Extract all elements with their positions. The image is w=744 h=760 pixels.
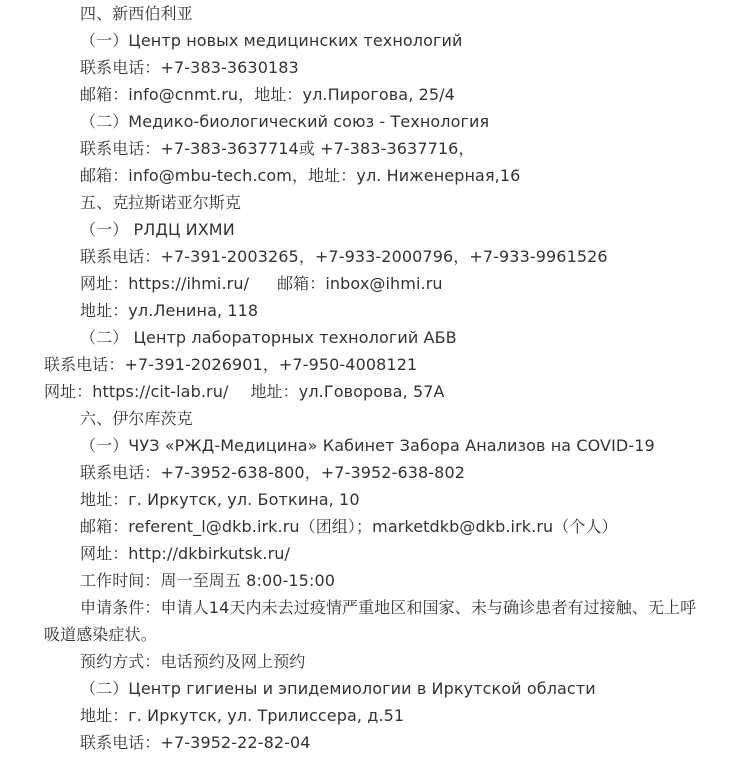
org-title: （一）Центр новых медицинских технологий — [80, 31, 463, 50]
org-title: （二）Центр гигиены и эпидемиологии в Иркутской области — [80, 679, 596, 698]
org-address: 地址：ул.Говорова, 57А — [250, 382, 445, 401]
org-website: 网址：https://ihmi.ru/ — [80, 274, 250, 293]
org-email-address: 邮箱：info@mbu-tech.com，地址：ул. Ниженерная,16 — [80, 166, 521, 185]
org-title: （一）ЧУЗ «РЖД-Медицина» Кабинет Забора Анализов на COVID-19 — [80, 436, 655, 455]
org-site-address — [44, 378, 445, 405]
org-phone: 联系电话：+7-3952-22-82-04 — [80, 733, 311, 752]
section-heading-krasnoyarsk: 五、克拉斯诺亚尔斯克 — [80, 193, 242, 212]
org-hours: 工作时间：周一至周五 8:00-15:00 — [80, 571, 335, 590]
org-address: 地址：г. Иркутск, ул. Трилиссера, д.51 — [80, 706, 405, 725]
org-website: 网址：http://dkbirkutsk.ru/ — [80, 544, 291, 563]
org-phone: 联系电话：+7-383-3630183 — [80, 58, 299, 77]
org-phone: 联系电话：+7-391-2026901，+7-950-4008121 — [44, 355, 418, 374]
org-website: 网址：https://cit-lab.ru/ — [44, 382, 229, 401]
org-phone: 联系电话：+7-391-2003265，+7-933-2000796，+7-933-9961526 — [80, 247, 608, 266]
org-title: （二） Центр лабораторных технологий АБВ — [80, 328, 457, 347]
org-title: （一） РЛДЦ ИХМИ — [80, 220, 235, 239]
org-title: （二）Медико-биологический союз - Технология — [80, 112, 490, 131]
section-heading-novosibirsk: 四、新西伯利亚 — [80, 4, 193, 23]
org-email: 邮箱：inbox@ihmi.ru — [277, 274, 443, 293]
org-conditions: 申请条件：申请人14天内未去过疫情严重地区和国家、未与确诊患者有过接触、无上呼吸道感染症状。 — [44, 598, 697, 644]
org-phone: 联系电话：+7-3952-638-800，+7-3952-638-802 — [80, 463, 466, 482]
org-email-address: 邮箱：info@cnmt.ru，地址：ул.Пирогова, 25/4 — [80, 85, 455, 104]
org-booking: 预约方式：电话预约及网上预约 — [80, 652, 306, 671]
org-phone: 联系电话：+7-383-3637714或 +7-383-3637716， — [80, 139, 475, 158]
section-heading-irkutsk: 六、伊尔库茨克 — [80, 409, 193, 428]
org-site-email — [80, 270, 443, 297]
org-email: 邮箱：referent_l@dkb.irk.ru（团组）；marketdkb@dkb.irk.ru（个人） — [80, 517, 618, 536]
org-address: 地址：ул.Ленина, 118 — [80, 301, 259, 320]
org-address: 地址：г. Иркутск, ул. Боткина, 10 — [80, 490, 360, 509]
